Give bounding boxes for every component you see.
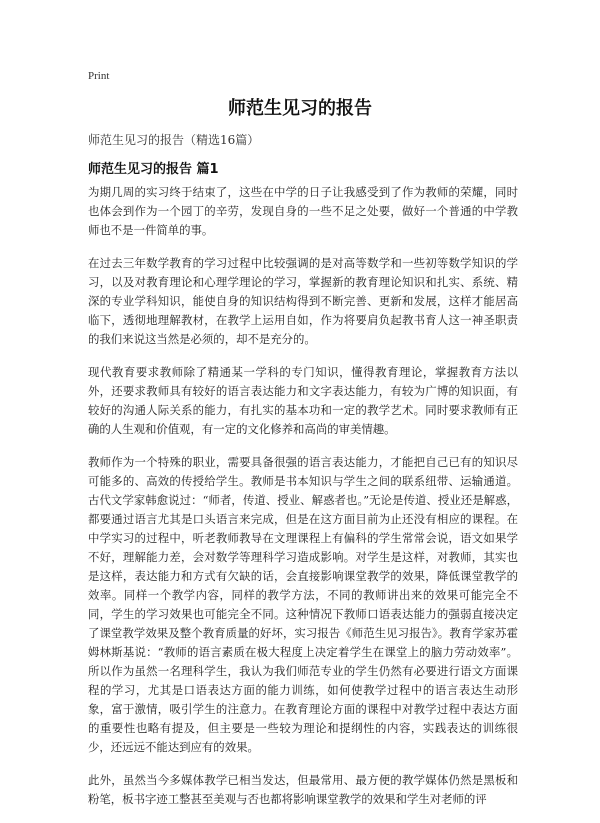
paragraph-2: 在过去三年数学教育的学习过程中比较强调的是对高等数学和一些初等数学知识的学习，以及对教育理论和心理学理论的学习，掌握新的教育理论知识和扎实、系统、精深的专业学科知识，能使自身的知识结构得到不断完善、更新和发展，这样才能居高临下，透彻地理解教材，在教学上运用自如，作为将要肩负起教书育人这一神圣职责的我们来说这当然是必须的，却不是充分的。 <box>88 256 518 346</box>
paragraph-1: 为期几周的实习终于结束了，这些在中学的日子让我感受到了作为教师的荣耀，同时也体会到作为一个园丁的辛劳，发现自身的一些不足之处要，做好一个普通的中学教师也不是一件简单的事。 <box>88 185 518 237</box>
paragraph-3: 现代教育要求教师除了精通某一学科的专门知识，懂得教育理论，掌握教育方法以外，还要求教师具有较好的语言表达能力和文字表达能力，有较为广博的知识面，有较好的沟通人际关系的能力，有扎实的基本功和一定的教学艺术。同时要求教师有正确的人生观和价值观，有一定的文化修养和高尚的审美情趣。 <box>88 365 518 436</box>
document-title: 师范生见习的报告 <box>228 98 372 119</box>
document-body <box>88 183 518 823</box>
document-subtitle: 师范生见习的报告（精选16篇） <box>88 133 260 147</box>
print-label: Print <box>88 70 110 82</box>
paragraph-4: 教师作为一个特殊的职业，需要具备很强的语言表达能力，才能把自己已有的知识尽可能多的、高效的传授给学生。教师是书本知识与学生之间的联系纽带、运输通道。古代文学家韩愈说过：“师者，传道、授业、解惑者也。”无论是传道、授业还是解惑，都要通过语言尤其是口头语言来完成，但是在这方面目前为止还没有相应的课程。在中学实习的过程中，听老教师教导在文理课程上有偏科的学生常常会说，语文如果学不好，理解能力差，会对数学等理科学习造成影响。对学生是这样，对教师，其实也是这样，表达能力和方式有欠缺的话，会直接影响课堂教学的效果，降低课堂教学的效率。同样一个教学内容，同样的教学方法，不同的教师讲出来的效果可能完全不同，学生的学习效果也可能完全不同。这种情况下教师口语表达能力的强弱直接决定了课堂教学效果及整个教育质量的好坏，实习报告《师范生见习报告》。教育学家苏霍姆林斯基说：“教师的语言素质在极大程度上决定着学生在课堂上的脑力劳动效率”。所以作为虽然一名理科学生，我认为我们师范专业的学生仍然有必要进行语文方面课程的学习，尤其是口语表达方面的能力训练，如何使教学过程中的语言表达生动形象，富于激情，吸引学生的注意力。在教育理论方面的课程中对教学过程中表达方面的重要性也略有提及，但主要是一些较为理论和提纲性的内容，实践表达的训练很少，还远远不能达到应有的效果。 <box>88 455 518 754</box>
section-heading: 师范生见习的报告 篇1 <box>88 162 219 177</box>
paragraph-5: 此外，虽然当今多媒体教学已相当发达，但最常用、最方便的教学媒体仍然是黑板和粉笔，板书字迹工整甚至美观与否也都将影响课堂教学的效果和学生对老师的评 <box>88 773 518 806</box>
